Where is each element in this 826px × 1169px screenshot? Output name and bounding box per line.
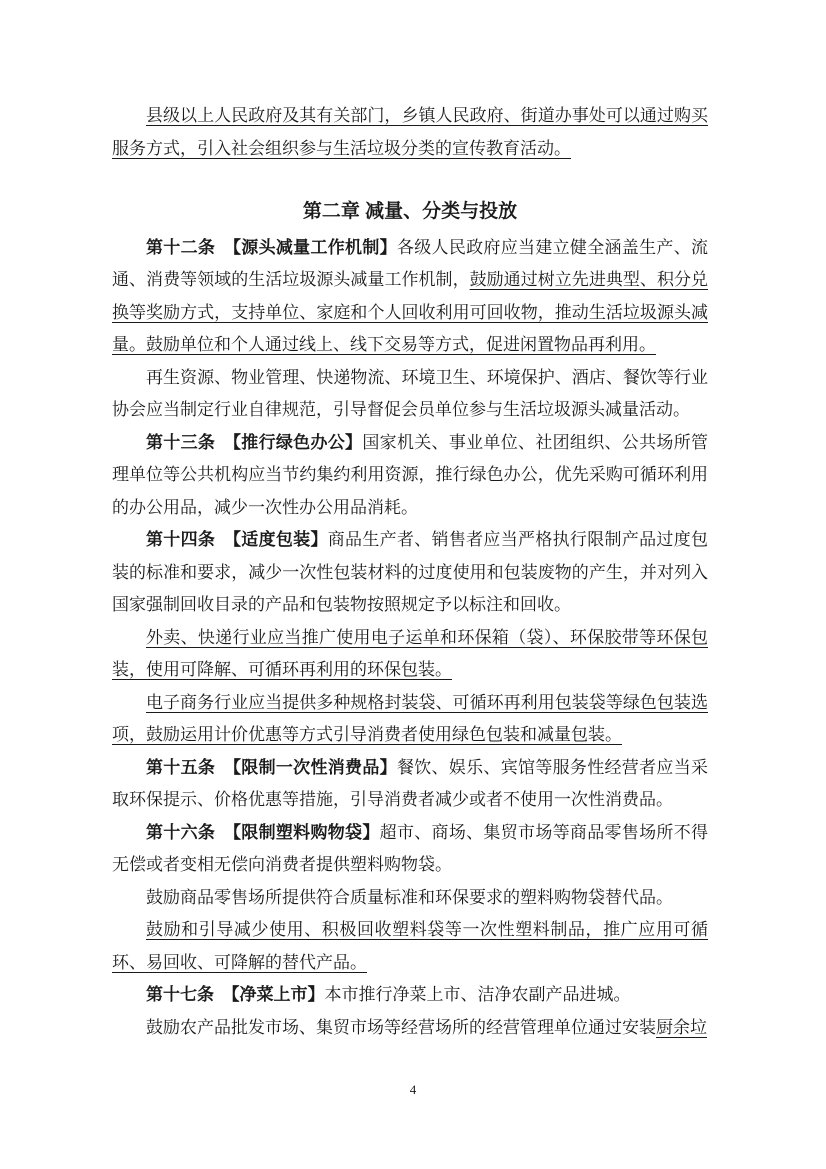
body-text: 国家机关、事业单位、社团组织、公共场所管理单位等公共机构应当节约集约利用资源，推行绿色办公，优先采购可循环利用的办公用品，减少一次性办公用品消耗。: [112, 432, 708, 517]
article-12: [112, 232, 708, 362]
underlined-clause: 外卖、快递行业应当推广使用电子运单和环保箱（袋）、环保胶带等环保包装，使用可降解、可循环再利用的环保包装。: [112, 627, 708, 679]
paragraph-plastic-reduction: [112, 914, 708, 979]
document-body: [112, 100, 708, 1044]
article-heading: 第十七条 【净菜上市】: [146, 985, 325, 1004]
paragraph-delivery-packaging: [112, 622, 708, 687]
underlined-clause: 电子商务行业应当提供多种规格封装袋、可循环再利用包装袋等绿色包装选项，鼓励运用计价优惠等方式引导消费者使用绿色包装和减量包装。: [112, 692, 708, 744]
body-text: 鼓励商品零售场所提供符合质量标准和环保要求的塑料购物袋替代品。: [146, 887, 673, 907]
body-text: 餐饮、娱乐、宾馆等服务性经营者应当采取环保提示、价格优惠等措施，引导消费者减少或者不使用一次性消费品。: [112, 757, 708, 809]
paragraph-clean-produce: [112, 1012, 708, 1045]
article-13: [112, 427, 708, 525]
page-number: 4: [409, 1082, 417, 1097]
paragraph-ecommerce-packaging: [112, 687, 708, 752]
body-text: 本市推行净菜上市、洁净农副产品进城。: [324, 985, 631, 1004]
article-16: [112, 817, 708, 882]
body-text: 超市、商场、集贸市场等商品零售场所不得无偿或者变相无偿向消费者提供塑料购物袋。: [112, 822, 708, 874]
article-14: [112, 524, 708, 622]
article-heading: 第十六条 【限制塑料购物袋】: [146, 822, 380, 842]
body-text: 再生资源、物业管理、快递物流、环境卫生、环境保护、酒店、餐饮等行业协会应当制定行业自律规范，引导督促会员单位参与生活垃圾源头减量活动。: [112, 367, 708, 419]
article-17: [112, 979, 708, 1012]
paragraph-purchase-services: [112, 100, 708, 165]
body-text: 商品生产者、销售者应当严格执行限制产品过度包装的标准和要求，减少一次性包装材料的过度使用和包装废物的产生，并对列入国家强制回收目录的产品和包装物按照规定予以标注和回收。: [112, 530, 708, 614]
underlined-clause: 鼓励和引导减少使用、积极回收塑料袋等一次性塑料制品，推广应用可循环、易回收、可降解的替代产品。: [112, 920, 708, 972]
article-heading: 第十五条 【限制一次性消费品】: [146, 757, 397, 777]
underlined-clause: 县级以上人民政府及其有关部门，乡镇人民政府、街道办事处可以通过购买服务方式，引入社会组织参与生活垃圾分类的宣传教育活动。: [112, 106, 708, 158]
underlined-clause: 厨余垃: [656, 1017, 707, 1037]
paragraph-bag-alternatives: [112, 882, 708, 915]
body-text: 鼓励农产品批发市场、集贸市场等经营场所的经营管理单位通过安装: [146, 1017, 656, 1037]
article-heading: 第十四条 【适度包装】: [146, 530, 328, 549]
body-text: 各级人民政府应当建立健全涵盖生产、流通、消费等领域的生活垃圾源头减量工作机制，: [112, 237, 708, 289]
article-heading: 第十二条 【源头减量工作机制】: [146, 237, 397, 257]
chapter-title-text: 第二章 减量、分类与投放: [302, 201, 518, 222]
underlined-clause: 鼓励通过树立先进典型、积分兑换等奖励方式，支持单位、家庭和个人回收利用可回收物，推动生活垃圾源头减量。鼓励单位和个人通过线上、线下交易等方式，促进闲置物品再利用。: [112, 270, 709, 354]
paragraph-industry-associations: [112, 362, 708, 427]
article-15: [112, 752, 708, 817]
chapter-heading: [112, 196, 708, 229]
article-heading: 第十三条 【推行绿色办公】: [146, 432, 363, 452]
